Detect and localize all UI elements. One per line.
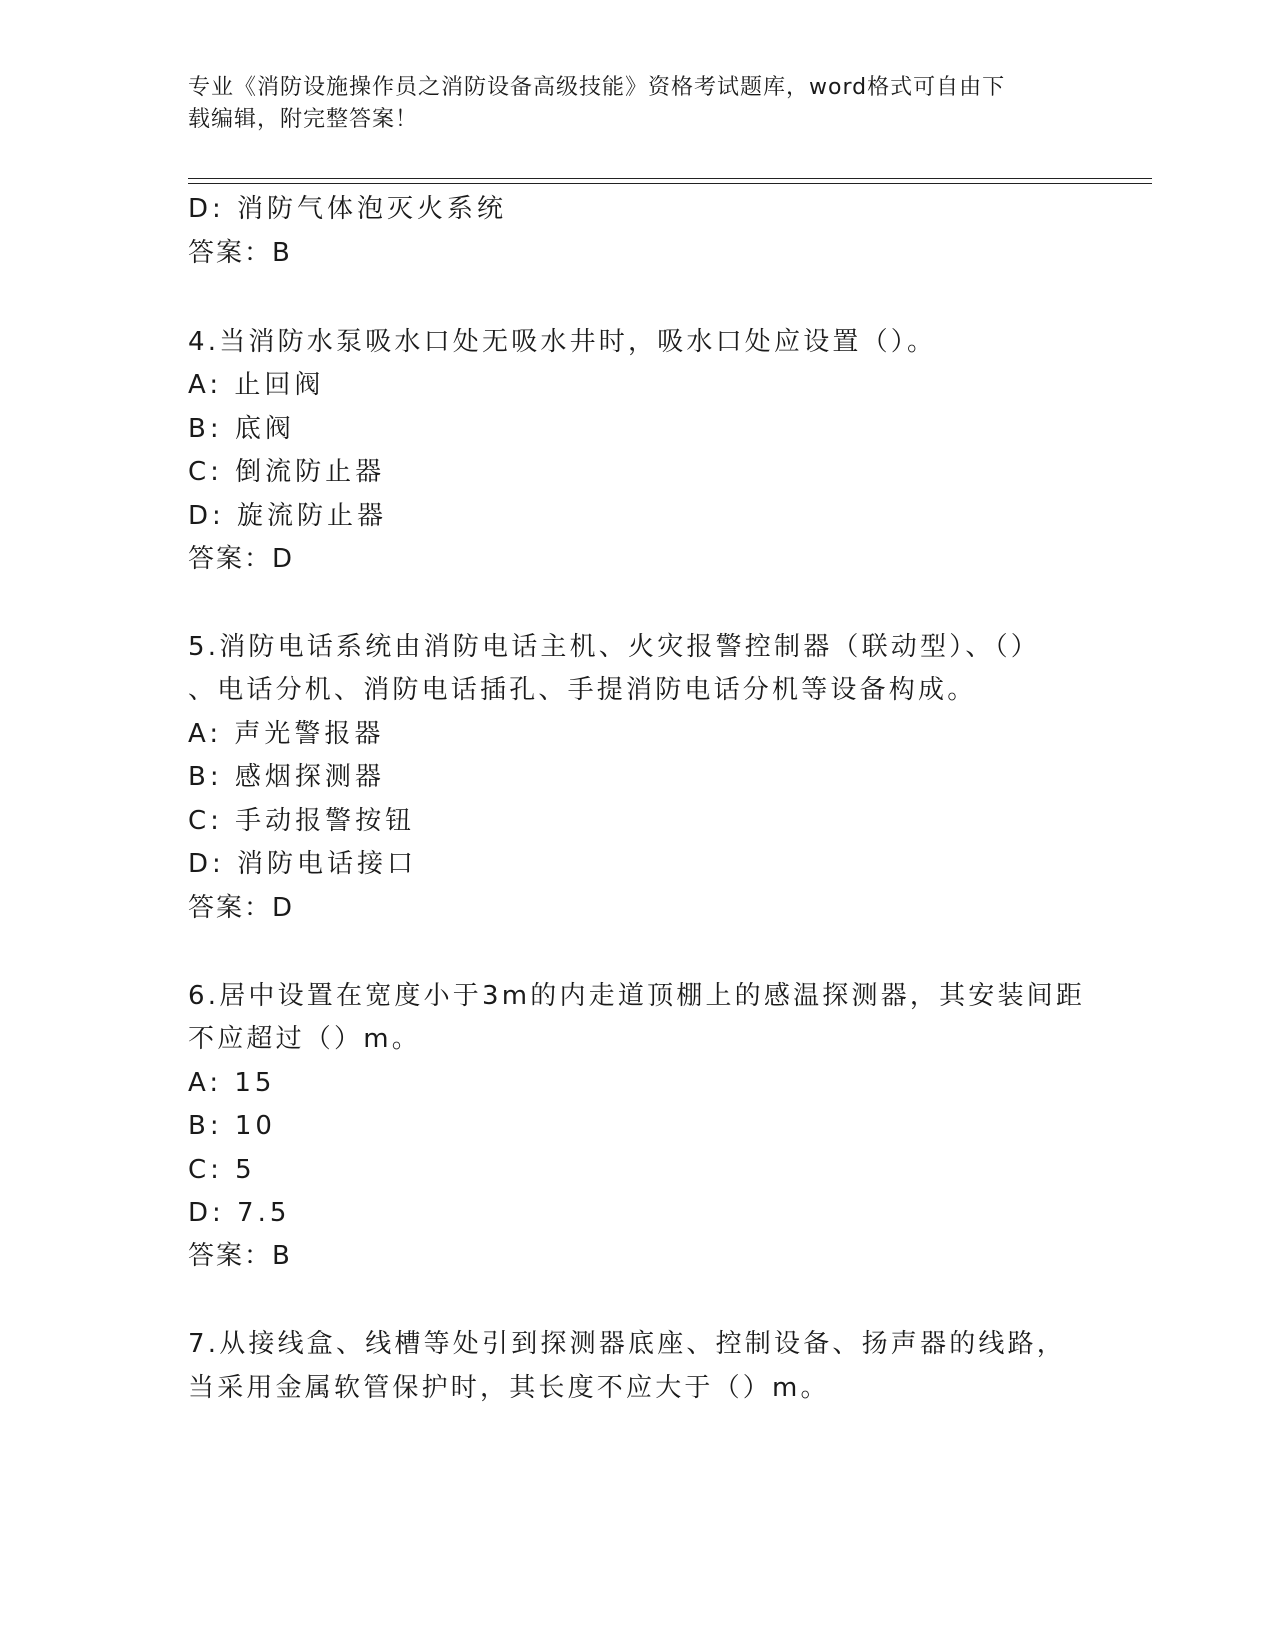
q4-stem-line-1: 4.当消防水泵吸水口处无吸水井时，吸水口处应设置（）。	[188, 327, 937, 357]
q6-stem-line-2: 不应超过（）m。	[188, 1024, 421, 1054]
q5-option-c: C: 手动报警按钮	[188, 806, 416, 836]
q6-option-b: B: 10	[188, 1111, 276, 1141]
q6-stem-line-1: 6.居中设置在宽度小于3m的内走道顶棚上的感温探测器，其安装间距	[188, 981, 1086, 1011]
q5-stem-line-2: 、电话分机、消防电话插孔、手提消防电话分机等设备构成。	[188, 675, 977, 705]
q4-option-c: C: 倒流防止器	[188, 457, 386, 487]
q5-answer: 答案：D	[188, 893, 295, 923]
q4-option-a: A: 止回阀	[188, 370, 325, 400]
q6-option-d: D: 7.5	[188, 1198, 291, 1228]
q6-answer: 答案：B	[188, 1241, 292, 1271]
header-line-1: 专业《消防设施操作员之消防设备高级技能》资格考试题库，word格式可自由下	[188, 75, 1006, 100]
q4-option-d: D: 旋流防止器	[188, 501, 388, 531]
document-header	[188, 72, 1088, 136]
prev-answer: 答案：B	[188, 238, 292, 268]
header-divider-top	[188, 178, 1152, 179]
prev-option-d: D: 消防气体泡灭火系统	[188, 194, 508, 224]
q7-stem-line-1: 7.从接线盒、线槽等处引到探测器底座、控制设备、扬声器的线路，	[188, 1329, 1067, 1359]
q5-option-d: D: 消防电话接口	[188, 849, 418, 879]
q4-option-b: B: 底阀	[188, 414, 295, 444]
q6-option-c: C: 5	[188, 1155, 256, 1185]
q7-stem-line-2: 当采用金属软管保护时，其长度不应大于（）m。	[188, 1373, 830, 1403]
q5-option-a: A: 声光警报器	[188, 719, 385, 749]
q5-option-b: B: 感烟探测器	[188, 762, 385, 792]
q5-stem-line-1: 5.消防电话系统由消防电话主机、火灾报警控制器（联动型）、（）	[188, 632, 1041, 662]
header-line-2: 载编辑，附完整答案！	[188, 107, 419, 132]
header-divider-bottom	[188, 183, 1152, 184]
q4-answer: 答案：D	[188, 544, 295, 574]
q6-option-a: A: 15	[188, 1068, 276, 1098]
